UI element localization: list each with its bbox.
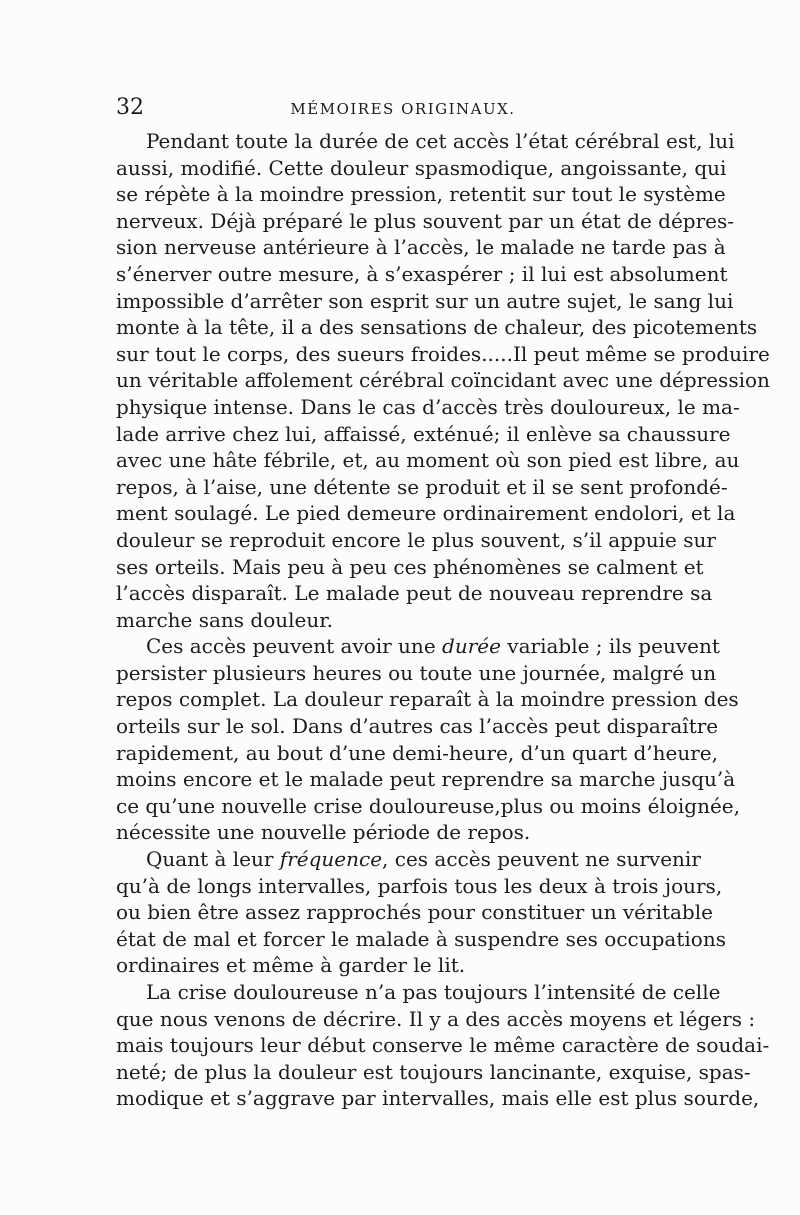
text-line: moins encore et le malade peut reprendre sa marche jusqu’à: [116, 767, 736, 792]
text-line: [116, 633, 720, 660]
text-line: nerveux. Déjà préparé le plus souvent par un état de dépres-: [116, 208, 735, 233]
page-header: [116, 96, 690, 120]
text-line: sur tout le corps, des sueurs froides.....Il peut même se produire: [116, 341, 770, 366]
text-line: rapidement, au bout d’une demi-heure, d’un quart d’heure,: [116, 740, 718, 765]
text-line: [116, 846, 701, 873]
text-line: sion nerveuse antérieure à l’accès, le malade ne tarde pas à: [116, 235, 726, 260]
text-line: persister plusieurs heures ou toute une journée, malgré un: [116, 660, 717, 685]
text-line: que nous venons de décrire. Il y a des accès moyens et légers :: [116, 1006, 756, 1031]
text-line: nécessite une nouvelle période de repos.: [116, 820, 531, 845]
text-line: se répète à la moindre pression, retentit sur tout le système: [116, 182, 726, 207]
text-line: marche sans douleur.: [116, 607, 333, 632]
text-line: neté; de plus la douleur est toujours lancinante, exquise, spas-: [116, 1059, 751, 1084]
text-line: état de mal et forcer le malade à suspendre ses occupations: [116, 926, 726, 951]
text-line: ses orteils. Mais peu à peu ces phénomènes se calment et: [116, 554, 704, 579]
text-line: ou bien être assez rapprochés pour constituer un véritable: [116, 900, 713, 925]
text-segment: variable ; ils peuvent: [500, 634, 720, 659]
text-line: La crise douloureuse n’a pas toujours l’intensité de celle: [146, 980, 721, 1004]
text-line: ordinaires et même à garder le lit.: [116, 953, 466, 978]
text-line: repos complet. La douleur reparaît à la moindre pression des: [116, 687, 739, 712]
text-line: repos, à l’aise, une détente se produit et il se sent profondé-: [116, 474, 728, 499]
text-line: mais toujours leur début conserve le même caractère de soudai-: [116, 1033, 770, 1058]
text-line: monte à la tête, il a des sensations de chaleur, des picotements: [116, 315, 758, 340]
text-line: lade arrive chez lui, affaissé, exténué; il enlève sa chaussure: [116, 421, 731, 446]
text-line: orteils sur le sol. Dans d’autres cas l’accès peut disparaître: [116, 714, 719, 739]
text-line: impossible d’arrêter son esprit sur un autre sujet, le sang lui: [116, 288, 734, 313]
text-line: ce qu’une nouvelle crise douloureuse,plus ou moins éloignée,: [116, 793, 740, 818]
text-line: un véritable affolement cérébral coïncidant avec une dépression: [116, 368, 770, 393]
text-line: Pendant toute la durée de cet accès l’état cérébral est, lui: [146, 129, 735, 153]
page-number: 32: [116, 95, 144, 120]
text-line: modique et s’aggrave par intervalles, mais elle est plus sourde,: [116, 1086, 760, 1111]
text-segment: , ces accès peuvent ne survenir: [382, 847, 701, 872]
text-line: qu’à de longs intervalles, parfois tous les deux à trois jours,: [116, 873, 723, 898]
text-segment: Quant à leur: [146, 847, 280, 872]
text-line: aussi, modifié. Cette douleur spasmodique, angoissante, qui: [116, 155, 727, 180]
text-line: ment soulagé. Le pied demeure ordinairement endolori, et la: [116, 501, 736, 526]
text-segment: Ces accès peuvent avoir une: [146, 634, 443, 659]
emphasized-word: fréquence: [279, 847, 383, 872]
text-line: physique intense. Dans le cas d’accès très douloureux, le ma-: [116, 394, 740, 419]
text-line: douleur se reproduit encore le plus souvent, s’il appuie sur: [116, 527, 716, 552]
text-line: s’énerver outre mesure, à s’exaspérer ; il lui est absolument: [116, 261, 728, 286]
text-line: avec une hâte fébrile, et, au moment où son pied est libre, au: [116, 448, 740, 473]
text-line: l’accès disparaît. Le malade peut de nouveau reprendre sa: [116, 581, 713, 606]
emphasized-word: durée: [442, 634, 501, 659]
body-text: [116, 128, 770, 1112]
running-head: MÉMOIRES ORIGINAUX.: [290, 100, 516, 118]
